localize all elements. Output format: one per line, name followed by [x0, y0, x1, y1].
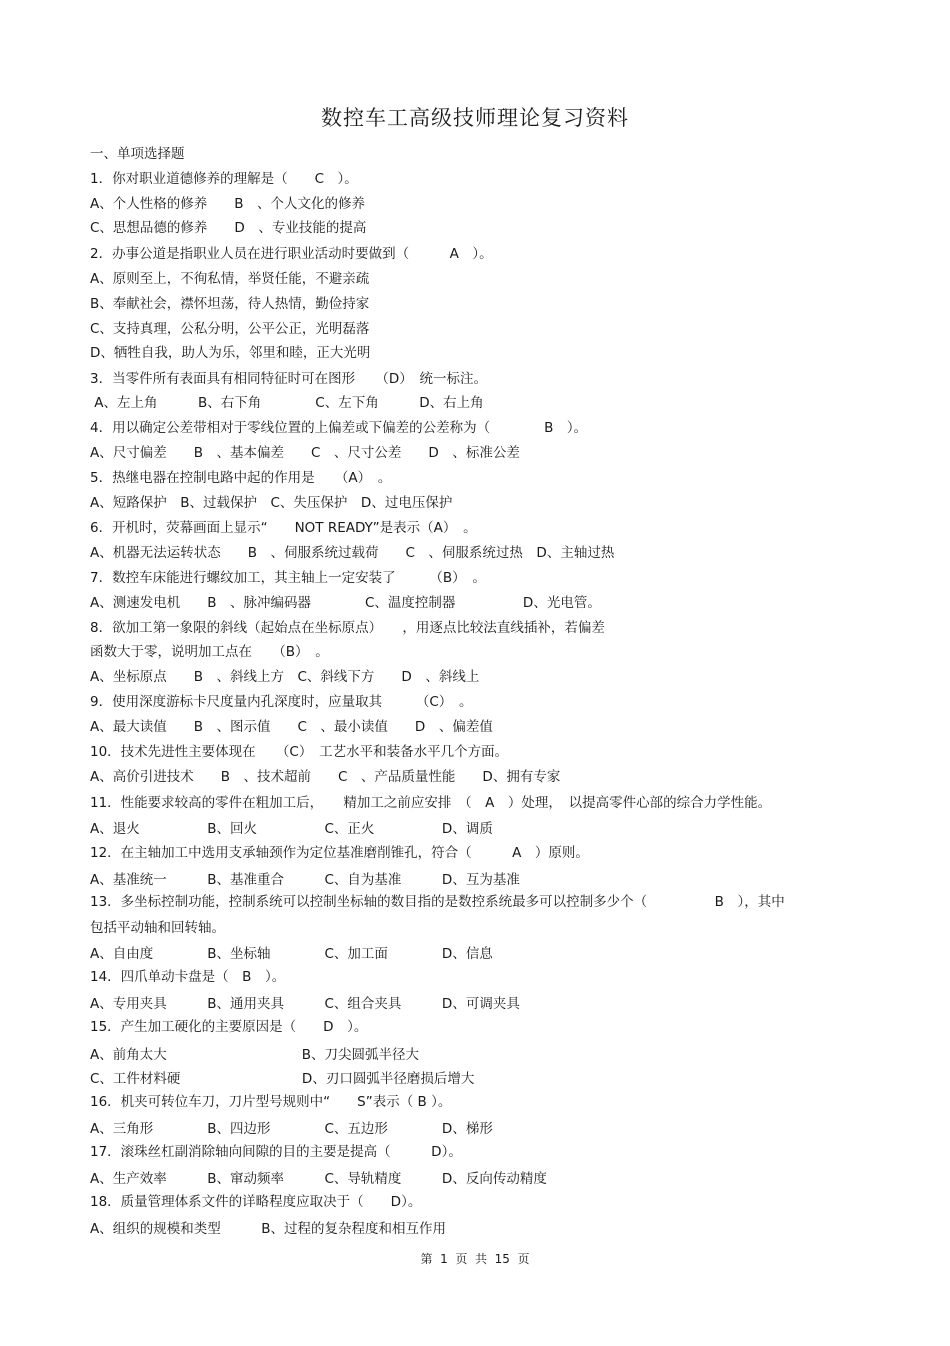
option-line: A、专用夹具 B、通用夹具 C、组合夹具 D、可调夹具	[90, 996, 520, 1012]
question-line: 7．数控车床能进行螺纹加工，其主轴上一定安装了 （B） 。	[90, 570, 486, 586]
option-line: A、坐标原点 B 、斜线上方 C、斜线下方 D 、斜线上	[90, 669, 480, 685]
option-line: C、支持真理，公私分明，公平公正，光明磊落	[90, 321, 370, 337]
option-line: A、机器无法运转状态 B 、伺服系统过载荷 C 、伺服系统过热 D、主轴过热	[90, 545, 615, 561]
section-heading: 一、单项选择题	[90, 146, 185, 162]
option-line: A、基准统一 B、基准重合 C、自为基准 D、互为基准	[90, 872, 520, 888]
option-line: A、三角形 B、四边形 C、五边形 D、梯形	[90, 1121, 493, 1137]
option-line: C、思想品德的修养 D 、专业技能的提高	[90, 220, 367, 236]
option-line: A、尺寸偏差 B 、基本偏差 C 、尺寸公差 D 、标准公差	[90, 445, 520, 461]
question-line: 包括平动轴和回转轴。	[90, 920, 225, 936]
question-line: 9．使用深度游标卡尺度量内孔深度时，应量取其 （C） 。	[90, 694, 473, 710]
option-line: B、奉献社会，襟怀坦荡，待人热情，勤俭持家	[90, 296, 370, 312]
option-line: A、个人性格的修养 B 、个人文化的修养	[90, 196, 365, 212]
option-line: A、生产效率 B、窜动频率 C、导轨精度 D、反向传动精度	[90, 1171, 547, 1187]
option-line: D、牺牲自我，助人为乐，邻里和睦，正大光明	[90, 345, 371, 361]
document-title: 数控车工高级技师理论复习资料	[321, 106, 629, 130]
option-line: A、高价引进技术 B 、技术超前 C 、产品质量性能 D、拥有专家	[90, 769, 561, 785]
option-line: C、工件材料硬 D、刃口圆弧半径磨损后增大	[90, 1071, 475, 1087]
question-line: 17．滚珠丝杠副消除轴向间隙的目的主要是提高（ D）。	[90, 1144, 462, 1160]
question-line: 函数大于零，说明加工点在 （B） 。	[90, 644, 329, 660]
option-line: A、前角太大 B、刀尖圆弧半径大	[90, 1047, 419, 1063]
question-line: 10．技术先进性主要体现在 （C） 工艺水平和装备水平几个方面。	[90, 744, 509, 760]
option-line: A、自由度 B、坐标轴 C、加工面 D、信息	[90, 946, 493, 962]
question-line: 11．性能要求较高的零件在粗加工后， 精加工之前应安排 （ A ）处理， 以提高零件心部的综合力学性能。	[90, 795, 772, 811]
option-line: A、组织的规模和类型 B、过程的复杂程度和相互作用	[90, 1221, 446, 1237]
question-line: 14．四爪单动卡盘是（ B ）。	[90, 969, 286, 985]
question-line: 1．你对职业道德修养的理解是（ C ）。	[90, 171, 358, 187]
question-line: 15．产生加工硬化的主要原因是（ D ）。	[90, 1019, 368, 1035]
question-line: 12．在主轴加工中选用支承轴颈作为定位基准磨削锥孔，符合（ A ）原则。	[90, 845, 589, 861]
option-line: A、最大读值 B 、图示值 C 、最小读值 D 、偏差值	[90, 719, 493, 735]
page-footer: 第 1 页 共 15 页	[420, 1252, 530, 1266]
question-line: 4．用以确定公差带相对于零线位置的上偏差或下偏差的公差称为（ B ）。	[90, 420, 588, 436]
question-line: 5．热继电器在控制电路中起的作用是 （A） 。	[90, 470, 392, 486]
question-line: 8．欲加工第一象限的斜线（起始点在坐标原点） ，用逐点比较法直线插补，若偏差	[90, 620, 605, 636]
option-line: A、左上角 B、右下角 C、左下角 D、右上角	[90, 395, 484, 411]
option-line: A、短路保护 B、过载保护 C、失压保护 D、过电压保护	[90, 495, 453, 511]
question-line: 6．开机时，荧幕画面上显示“ NOT READY”是表示（A） 。	[90, 520, 477, 536]
question-line: 18．质量管理体系文件的详略程度应取决于（ D）。	[90, 1194, 422, 1210]
question-line: 2．办事公道是指职业人员在进行职业活动时要做到（ A ）。	[90, 246, 493, 262]
option-line: A、退火 B、回火 C、正火 D、调质	[90, 821, 493, 837]
option-line: A、测速发电机 B 、脉冲编码器 C、温度控制器 D、光电管。	[90, 595, 601, 611]
question-line: 13．多坐标控制功能，控制系统可以控制坐标轴的数目指的是数控系统最多可以控制多少个（ B ），其中	[90, 894, 785, 910]
question-line: 16．机夹可转位车刀，刀片型号规则中“ S”表示（ B ）。	[90, 1094, 452, 1110]
question-line: 3．当零件所有表面具有相同特征时可在图形 （D） 统一标注。	[90, 371, 487, 387]
option-line: A、原则至上，不徇私情，举贤任能，不避亲疏	[90, 271, 370, 287]
